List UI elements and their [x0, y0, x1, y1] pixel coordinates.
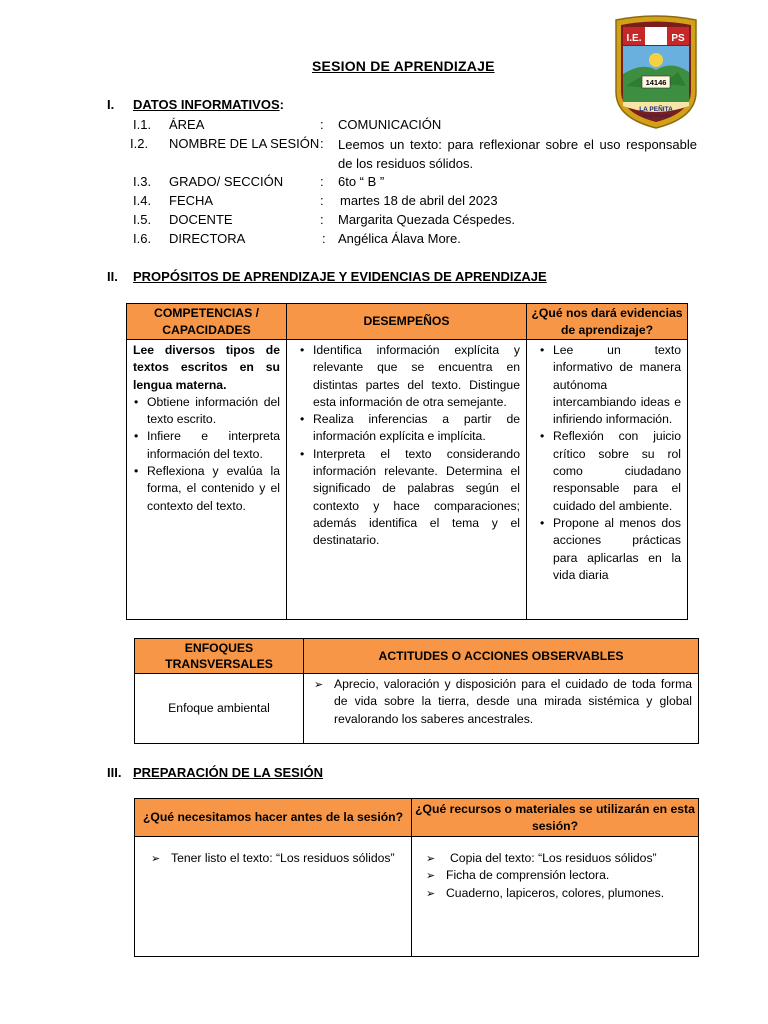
section3-title: PREPARACIÓN DE LA SESIÓN — [133, 765, 323, 780]
info-row-label: DOCENTE — [169, 212, 233, 227]
actitud-item: ➢ Aprecio, valoración y disposición para el cuidado de toda forma de vida sobre la tierra, desde una mirada sistémica y global revalorando los saberes ancestrales. — [334, 676, 692, 728]
info-row-label: DIRECTORA — [169, 231, 246, 246]
evidencia-item: • Lee un texto informativo de manera autónoma intercambiando ideas e infiriendo información. — [553, 342, 681, 428]
info-row-value: martes 18 de abril del 2023 — [340, 193, 498, 208]
info-row-sep: : — [322, 231, 326, 246]
logo-right-label: PS — [671, 33, 685, 44]
info-row-num: I.4. — [133, 193, 152, 208]
logo-caption: LA PEÑITA — [639, 106, 673, 113]
section1-number: I. — [107, 97, 115, 112]
desempeno-item: • Interpreta el texto considerando información relevante. Determina el significado de palabras según el contexto y hace comparaciones; además identifica el tema y el destinatario. — [313, 446, 520, 550]
info-row-value: 6to “ B ” — [338, 174, 385, 189]
actitudes-cell — [304, 674, 699, 744]
info-row-num: I.1. — [133, 117, 152, 132]
purposes-table — [126, 303, 688, 620]
info-row-num: I.5. — [133, 212, 152, 227]
preparation-table — [134, 798, 699, 957]
header-evidencias: ¿Qué nos dará evidencias de aprendizaje? — [527, 304, 688, 340]
section2-title: PROPÓSITOS DE APRENDIZAJE Y EVIDENCIAS DE APRENDIZAJE — [133, 269, 547, 284]
header-antes: ¿Qué necesitamos hacer antes de la sesión? — [135, 799, 412, 837]
info-row-sep: : — [320, 212, 324, 227]
header-competencias: COMPETENCIAS / CAPACIDADES — [127, 304, 287, 340]
info-row-value: Leemos un texto: para reflexionar sobre el uso responsable de los residuos sólidos. — [338, 137, 697, 171]
page-title: SESION DE APRENDIZAJE — [312, 58, 495, 74]
header-enfoques: ENFOQUES TRANSVERSALES — [135, 639, 304, 674]
info-row-value: Angélica Álava More. — [338, 231, 461, 246]
section1-colon: : — [279, 97, 284, 112]
school-logo — [612, 14, 700, 130]
info-row-num: I.3. — [133, 174, 152, 189]
info-row-value: Margarita Quezada Céspedes. — [338, 212, 516, 227]
section3-number: III. — [107, 765, 122, 780]
info-row-value: COMUNICACIÓN — [338, 117, 442, 132]
section2-number: II. — [107, 269, 118, 284]
capacidad-item: • Reflexiona y evalúa la forma, el contenido y el contexto del texto. — [147, 463, 280, 515]
evidencias-cell — [527, 340, 688, 620]
antes-item: ➢ Tener listo el texto: “Los residuos sólidos” — [171, 850, 405, 867]
desempenos-cell — [287, 340, 527, 620]
enfoque-name: Enfoque ambiental — [168, 700, 270, 715]
antes-cell — [135, 837, 412, 957]
info-row-sep: : — [320, 174, 324, 189]
section1-heading — [133, 97, 284, 112]
header-desempenos: DESEMPEÑOS — [287, 304, 527, 340]
capacidad-item: • Infiere e interpreta información del texto. — [147, 428, 280, 463]
logo-number: 14146 — [645, 78, 667, 87]
recurso-item: ➢ Cuaderno, lapiceros, colores, plumones. — [446, 885, 692, 902]
info-row-label: ÁREA — [169, 117, 205, 132]
info-row-sep: : — [320, 193, 324, 208]
recursos-cell — [412, 837, 699, 957]
logo-subcaption: TAMBOGRANDE — [640, 113, 672, 118]
enfoque-name-cell — [135, 674, 304, 744]
info-row-label: FECHA — [169, 193, 214, 208]
header-recursos: ¿Qué recursos o materiales se utilizarán en esta sesión? — [412, 799, 699, 837]
section1-title: DATOS INFORMATIVOS — [133, 97, 280, 112]
header-actitudes: ACTITUDES O ACCIONES OBSERVABLES — [304, 639, 699, 674]
capacidad-item: • Obtiene información del texto escrito. — [147, 394, 280, 429]
enfoques-table — [134, 638, 699, 744]
evidencia-item: • Reflexión con juicio crítico sobre su rol como ciudadano responsable para el cuidado del ambiente. — [553, 428, 681, 514]
info-row-num: I.6. — [133, 231, 152, 246]
recurso-item: ➢ Ficha de comprensión lectora. — [446, 867, 692, 884]
logo-left-label: I.E. — [626, 33, 642, 44]
info-row-num: I.2. — [130, 136, 149, 151]
info-row-label: NOMBRE DE LA SESIÓN — [169, 136, 320, 151]
info-row-sep: : — [320, 117, 324, 132]
info-row-sep: : — [320, 136, 324, 151]
recurso-item: ➢ Copia del texto: “Los residuos sólidos” — [446, 850, 692, 867]
competencia-text: Lee diversos tipos de textos escritos en su lengua materna. — [133, 343, 280, 392]
evidencia-item: • Propone al menos dos acciones prácticas para aplicarlas en la vida diaria — [553, 515, 681, 584]
info-row-label: GRADO/ SECCIÓN — [169, 174, 284, 189]
desempeno-item: • Identifica información explícita y relevante que se encuentra en distintas partes del texto. Distingue esta información de otra semejante. — [313, 342, 520, 411]
desempeno-item: • Realiza inferencias a partir de información explícita e implícita. — [313, 411, 520, 446]
competencias-cell — [127, 340, 287, 620]
